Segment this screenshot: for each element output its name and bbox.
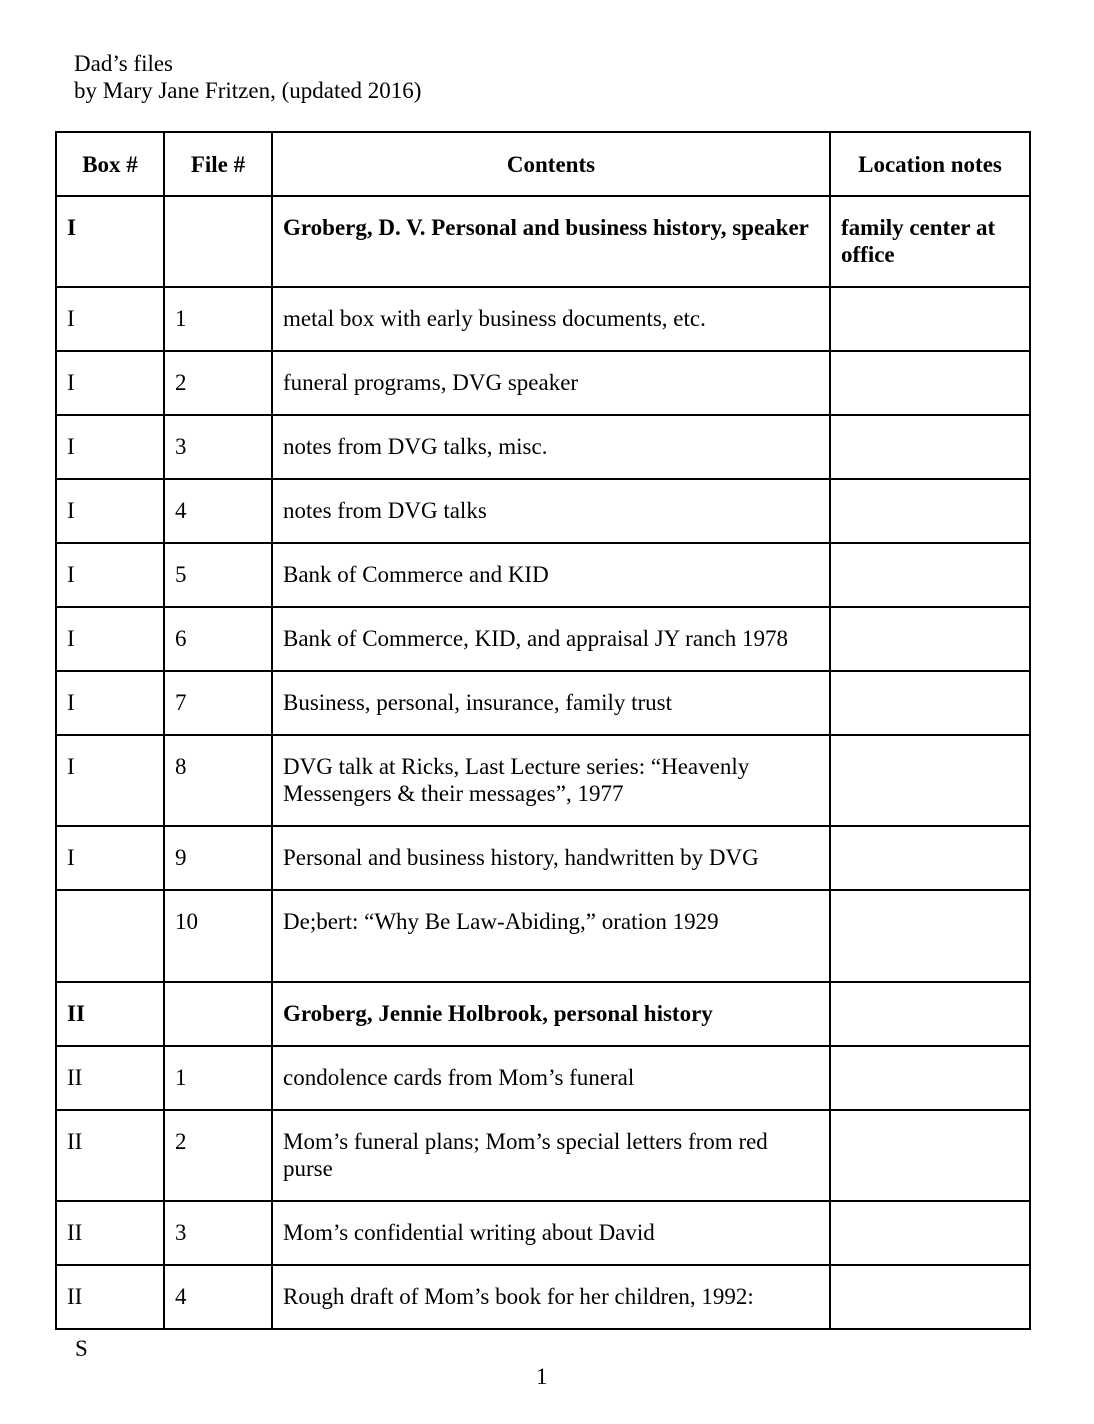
page-number: 1 — [536, 1364, 548, 1389]
table-row — [56, 196, 1030, 287]
document-title: Dad’s files — [74, 51, 174, 76]
contents-cell: condolence cards from Mom’s funeral — [272, 1046, 830, 1110]
location-cell — [830, 287, 1030, 351]
contents-cell: Business, personal, insurance, family trust — [272, 671, 830, 735]
table-row — [56, 415, 1030, 479]
box-cell: II — [56, 1201, 164, 1265]
file-cell: 4 — [164, 1265, 272, 1329]
column-header-box: Box # — [56, 132, 164, 196]
contents-cell: De;bert: “Why Be Law-Abiding,” oration 1929 — [272, 890, 830, 982]
column-header-contents: Contents — [272, 132, 830, 196]
table-row — [56, 287, 1030, 351]
contents-cell: notes from DVG talks, misc. — [272, 415, 830, 479]
table-row — [56, 982, 1030, 1046]
file-cell: 9 — [164, 826, 272, 890]
file-cell: 3 — [164, 1201, 272, 1265]
box-cell: I — [56, 607, 164, 671]
file-cell: 2 — [164, 351, 272, 415]
location-cell — [830, 479, 1030, 543]
location-cell — [830, 1265, 1030, 1329]
table-row — [56, 351, 1030, 415]
box-cell: I — [56, 287, 164, 351]
document-header — [74, 50, 421, 104]
table-row — [56, 479, 1030, 543]
box-cell: II — [56, 1265, 164, 1329]
column-header-location: Location notes — [830, 132, 1030, 196]
box-cell: I — [56, 735, 164, 826]
file-cell — [164, 982, 272, 1046]
contents-cell: Mom’s funeral plans; Mom’s special letters from red purse — [272, 1110, 830, 1201]
file-cell: 5 — [164, 543, 272, 607]
table-row — [56, 1110, 1030, 1201]
box-cell: I — [56, 196, 164, 287]
contents-cell: Groberg, D. V. Personal and business history, speaker — [272, 196, 830, 287]
box-cell: II — [56, 982, 164, 1046]
file-cell — [164, 196, 272, 287]
location-cell — [830, 671, 1030, 735]
file-cell: 2 — [164, 1110, 272, 1201]
contents-cell: metal box with early business documents, etc. — [272, 287, 830, 351]
location-cell — [830, 982, 1030, 1046]
file-inventory-table — [55, 131, 1031, 1330]
location-cell — [830, 543, 1030, 607]
table-row — [56, 826, 1030, 890]
contents-cell: notes from DVG talks — [272, 479, 830, 543]
box-cell: I — [56, 351, 164, 415]
location-cell — [830, 1201, 1030, 1265]
table-row — [56, 1046, 1030, 1110]
contents-cell: Groberg, Jennie Holbrook, personal history — [272, 982, 830, 1046]
table-row — [56, 890, 1030, 982]
box-cell: I — [56, 543, 164, 607]
box-cell: II — [56, 1046, 164, 1110]
box-cell: II — [56, 1110, 164, 1201]
location-cell — [830, 607, 1030, 671]
location-cell — [830, 735, 1030, 826]
file-cell: 8 — [164, 735, 272, 826]
contents-cell: DVG talk at Ricks, Last Lecture series: “Heavenly Messengers & their messages”, 1977 — [272, 735, 830, 826]
box-cell: I — [56, 415, 164, 479]
location-cell — [830, 351, 1030, 415]
table-body — [56, 196, 1030, 1329]
table-row — [56, 735, 1030, 826]
document-subtitle: by Mary Jane Fritzen, (updated 2016) — [74, 78, 422, 103]
box-cell — [56, 890, 164, 982]
table-row — [56, 1201, 1030, 1265]
location-cell — [830, 890, 1030, 982]
table-header-row — [56, 132, 1030, 196]
file-cell: 10 — [164, 890, 272, 982]
contents-cell: Personal and business history, handwritten by DVG — [272, 826, 830, 890]
file-cell: 3 — [164, 415, 272, 479]
location-cell — [830, 1110, 1030, 1201]
location-cell — [830, 1046, 1030, 1110]
footer-marker: S — [75, 1336, 88, 1361]
table-row — [56, 1265, 1030, 1329]
box-cell: I — [56, 479, 164, 543]
table-row — [56, 671, 1030, 735]
location-cell: family center at office — [830, 196, 1030, 287]
box-cell: I — [56, 671, 164, 735]
contents-cell: funeral programs, DVG speaker — [272, 351, 830, 415]
file-cell: 7 — [164, 671, 272, 735]
file-cell: 1 — [164, 1046, 272, 1110]
contents-cell: Mom’s confidential writing about David — [272, 1201, 830, 1265]
contents-cell: Rough draft of Mom’s book for her children, 1992: — [272, 1265, 830, 1329]
column-header-file: File # — [164, 132, 272, 196]
table-row — [56, 543, 1030, 607]
location-cell — [830, 826, 1030, 890]
file-cell: 6 — [164, 607, 272, 671]
file-cell: 1 — [164, 287, 272, 351]
table-row — [56, 607, 1030, 671]
location-cell — [830, 415, 1030, 479]
box-cell: I — [56, 826, 164, 890]
file-cell: 4 — [164, 479, 272, 543]
contents-cell: Bank of Commerce, KID, and appraisal JY ranch 1978 — [272, 607, 830, 671]
contents-cell: Bank of Commerce and KID — [272, 543, 830, 607]
